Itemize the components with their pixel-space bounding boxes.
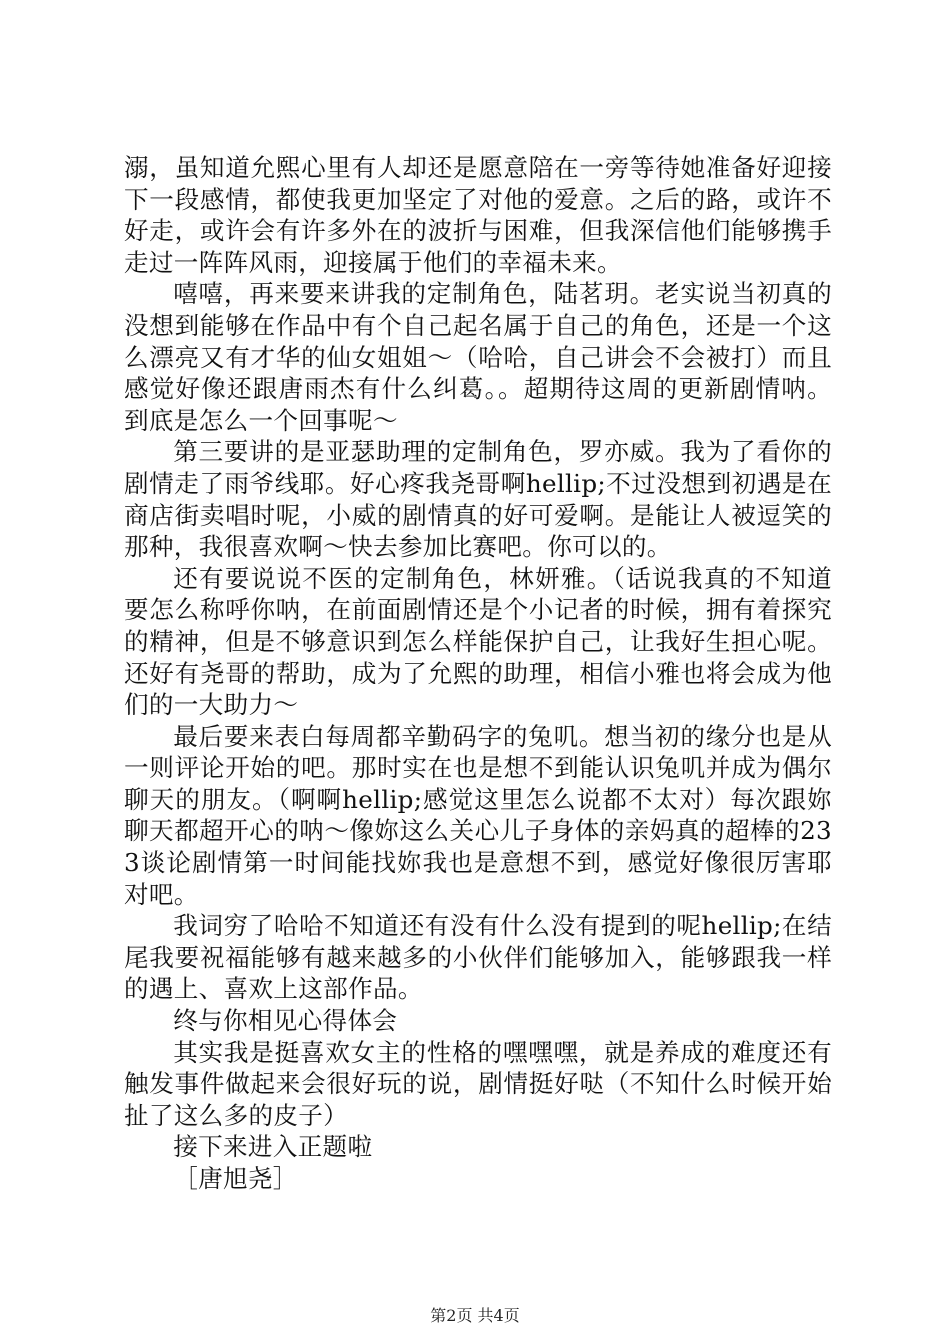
paragraph: 溺，虽知道允熙心里有人却还是愿意陪在一旁等待她准备好迎接下一段感情，都使我更加坚定了对他的爱意。之后的路，或许不好走，或许会有许多外在的波折与困难，但我深信他们能够携手走过一阵阵风雨，迎接属于他们的幸福未来。 <box>124 153 832 277</box>
paragraph: 我词穷了哈哈不知道还有没有什么没有提到的呢hellip;在结尾我要祝福能够有越来越多的小伙伴们能够加入，能够跟我一样的遇上、喜欢上这部作品。 <box>124 911 832 1004</box>
page-number-footer: 第2页 共4页 <box>430 1306 520 1325</box>
subsection-heading: ［唐旭尧］ <box>173 1164 298 1193</box>
paragraph: 第三要讲的是亚瑟助理的定制角色，罗亦威。我为了看你的剧情走了雨爷线耶。好心疼我尧哥啊hellip;不过没想到初遇是在商店街卖唱时呢，小威的剧情真的好可爱啊。是能让人被逗笑的那种，我很喜欢啊～快去参加比赛吧。你可以的。 <box>124 437 832 562</box>
paragraph: 最后要来表白每周都辛勤码字的兔叽。想当初的缘分也是从一则评论开始的吧。那时实在也是想不到能认识兔叽并成为偶尔聊天的朋友。（啊啊hellip;感觉这里怎么说都不太对）每次跟妳聊天都超开心的呐～像妳这么关心儿子身体的亲妈真的超棒的233谈论剧情第一时间能找妳我也是意想不到，感觉好像很厉害耶对吧。 <box>124 721 832 909</box>
paragraph: 其实我是挺喜欢女主的性格的嘿嘿嘿，就是养成的难度还有触发事件做起来会很好玩的说，剧情挺好哒（不知什么时候开始扯了这么多的皮子） <box>124 1037 832 1130</box>
paragraph: 嘻嘻，再来要来讲我的定制角色，陆茗玥。老实说当初真的没想到能够在作品中有个自己起名属于自己的角色，还是一个这么漂亮又有才华的仙女姐姐～（哈哈，自己讲会不会被打）而且感觉好像还跟唐雨杰有什么纠葛。。超期待这周的更新剧情呐。到底是怎么一个回事呢～ <box>124 279 832 435</box>
paragraph: 接下来进入正题啦 <box>173 1132 373 1162</box>
section-heading: 终与你相见心得体会 <box>173 1006 398 1036</box>
document-body <box>124 152 832 1195</box>
paragraph: 还有要说说不医的定制角色，林妍雅。（话说我真的不知道要怎么称呼你呐，在前面剧情还是个小记者的时候，拥有着探究的精神，但是不够意识到怎么样能保护自己，让我好生担心呢。还好有尧哥的帮助，成为了允熙的助理，相信小雅也将会成为他们的一大助力～ <box>124 563 832 720</box>
